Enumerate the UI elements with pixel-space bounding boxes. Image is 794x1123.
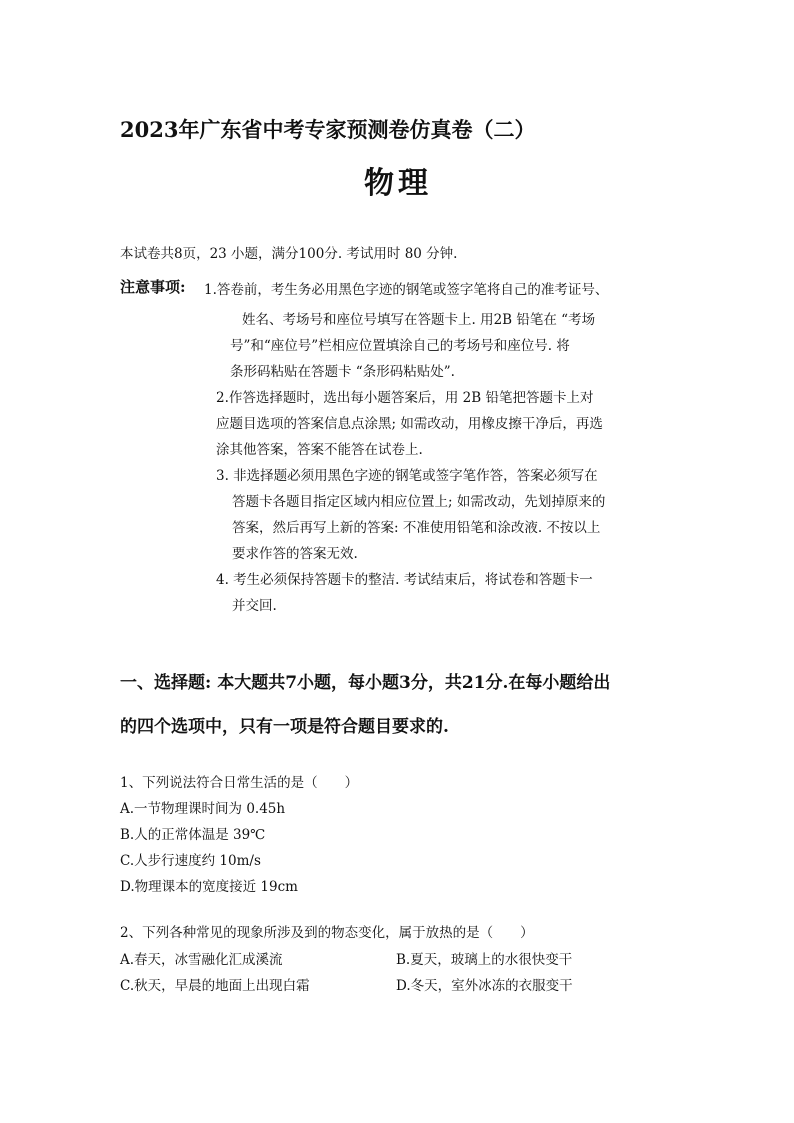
answer-option: A.一节物理课时间为 0.45h — [120, 801, 286, 817]
note-line: 姓名、考场号和座位号填写在答题卡上. 用2B 铅笔在 “考场 — [242, 312, 596, 328]
note-line: 3. 非选择题必须用黑色字迹的钢笔或签字笔作答，答案必须写在 — [216, 468, 598, 484]
note-line: 应题目选项的答案信息点涂黑; 如需改动，用橡皮擦干净后，再选 — [216, 416, 603, 432]
question-stem: 2、下列各种常见的现象所涉及到的物态变化，属于放热的是（ ） — [120, 925, 534, 941]
answer-option: B.夏天，玻璃上的水很快变干 — [396, 952, 573, 968]
exam-title: 2023年广东省中考专家预测卷仿真卷（二） — [120, 117, 536, 142]
note-line: 号”和“座位号”栏相应位置填涂自己的考场号和座位号. 将 — [230, 338, 570, 354]
answer-option: A.春天，冰雪融化汇成溪流 — [120, 952, 283, 968]
answer-option: B.人的正常体温是 39℃ — [120, 827, 266, 843]
note-line: 并交回. — [232, 598, 277, 614]
answer-option: D.冬天，室外冰冻的衣服变干 — [396, 978, 573, 994]
note-line: 答题卡各题目指定区域内相应位置上; 如需改动，先划掉原来的 — [232, 494, 606, 510]
note-line: 涂其他答案，答案不能答在试卷上. — [216, 442, 423, 458]
note-line: 条形码粘贴在答题卡 “条形码粘贴处”. — [230, 364, 455, 380]
subject-title: 物理 — [364, 166, 432, 201]
answer-option: D.物理课本的宽度接近 19cm — [120, 879, 298, 895]
section-heading: 一、选择题: 本大题共7小题，每小题3分，共21分.在每小题给出 — [120, 673, 611, 693]
question-stem: 1、下列说法符合日常生活的是（ ） — [120, 775, 359, 791]
note-line: 4. 考生必须保持答题卡的整洁. 考试结束后，将试卷和答题卡一 — [216, 572, 593, 588]
exam-intro: 本试卷共8页，23 小题，满分100分. 考试用时 80 分钟. — [120, 246, 458, 262]
answer-option: C.人步行速度约 10m/s — [120, 853, 261, 869]
notes-label: 注意事项: — [120, 278, 186, 296]
note-line: 要求作答的答案无效. — [232, 546, 358, 562]
note-line: 答案，然后再写上新的答案: 不准使用铅笔和涂改液. 不按以上 — [232, 520, 601, 536]
section-heading: 的四个选项中，只有一项是符合题目要求的. — [120, 717, 449, 737]
answer-option: C.秋天，早晨的地面上出现白霜 — [120, 978, 310, 994]
note-line: 1.答卷前，考生务必用黑色字迹的钢笔或签字笔将自己的准考证号、 — [204, 282, 609, 298]
note-line: 2.作答选择题时，选出每小题答案后，用 2B 铅笔把答题卡上对 — [216, 390, 594, 406]
